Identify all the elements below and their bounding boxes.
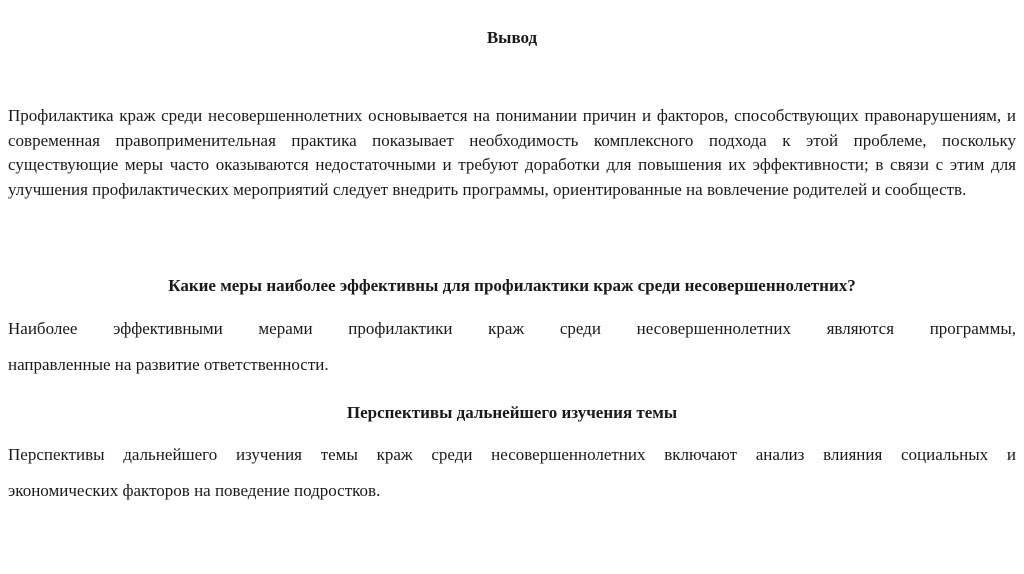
conclusion-heading: Вывод [486, 28, 538, 47]
perspectives-paragraph [8, 437, 1016, 509]
perspectives-heading: Перспективы дальнейшего изучения темы [346, 403, 678, 422]
perspectives-line-1: Перспективы дальнейшего изучения темы краж среди несовершеннолетних включают анализ влияния социальных и [8, 445, 1016, 464]
effective-measures-line-2: направленные на развитие ответственности. [8, 355, 329, 374]
effective-measures-heading: Какие меры наиболее эффективны для профилактики краж среди несовершеннолетних? [168, 276, 856, 295]
effective-measures-line-1: Наиболее эффективными мерами профилактики краж среди несовершеннолетних являются программы, [8, 319, 1016, 338]
conclusion-paragraph: Профилактика краж среди несовершеннолетних основывается на понимании причин и факторов, способствующих правонарушениям, и современная правоприменительная практика показывает необходимость комплексного подхода к этой проблеме, поскольку существующие меры часто оказываются недостаточными и требуют доработки для повышения их эффективности; в связи с этим для улучшения профилактических мероприятий следует внедрить программы, ориентированные на вовлечение родителей и сообществ. [8, 106, 1016, 199]
perspectives-line-2: экономических факторов на поведение подростков. [8, 481, 381, 500]
effective-measures-paragraph [8, 311, 1016, 383]
